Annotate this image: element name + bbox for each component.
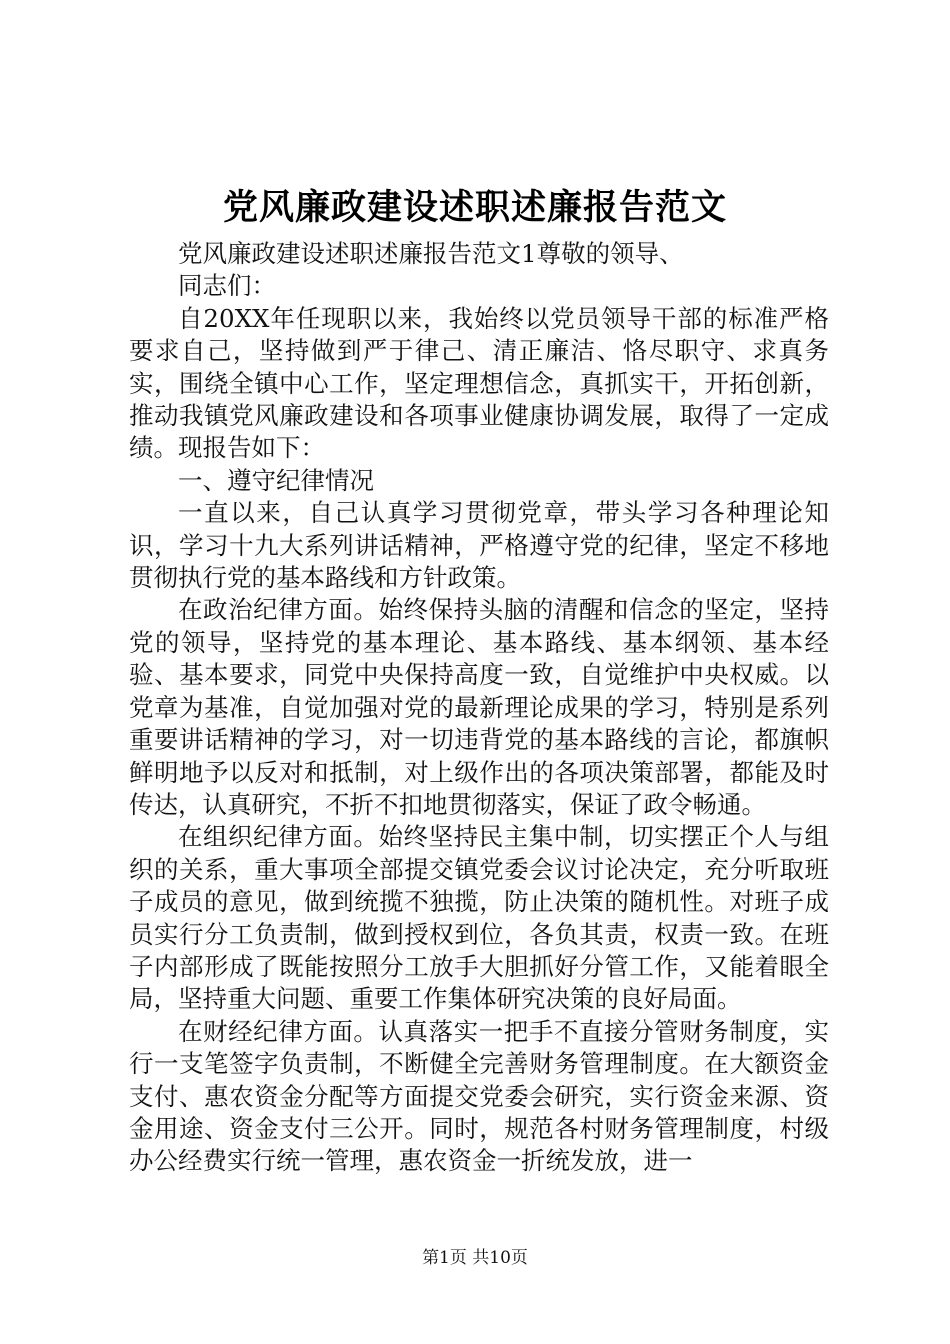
document-title: 党风廉政建设述职述廉报告范文	[222, 187, 727, 228]
page-number: 第1页 共10页	[422, 1248, 528, 1268]
paragraph-organizational: 在组织纪律方面。始终坚持民主集中制，切实摆正个人与组织的关系，重大事项全部提交镇党委会议讨论决定，充分听取班子成员的意见，做到统揽不独揽，防止决策的随机性。对班子成员实行分工负责制，做到授权到位，各负其责，权责一致。在班子内部形成了既能按照分工放手大胆抓好分管工作，又能着眼全局，坚持重大问题、重要工作集体研究决策的良好局面。	[129, 822, 829, 1014]
section-heading: 一、遵守纪律情况	[178, 465, 374, 495]
paragraph-salutation-cont: 同志们：	[178, 271, 276, 301]
paragraph-intro: 自20XX年任现职以来，我始终以党员领导干部的标准严格要求自己，坚持做到严于律己、清正廉洁、恪尽职守、求真务实，围绕全镇中心工作，坚定理想信念，真抓实干，开拓创新，推动我镇党风廉政建设和各项事业健康协调发展，取得了一定成绩。现报告如下：	[129, 303, 829, 463]
paragraph-financial: 在财经纪律方面。认真落实一把手不直接分管财务制度，实行一支笔签字负责制，不断健全完善财务管理制度。在大额资金支付、惠农资金分配等方面提交党委会研究，实行资金来源、资金用途、资金支付三公开。同时，规范各村财务管理制度，村级办公经费实行统一管理，惠农资金一折统发放，进一	[129, 1016, 829, 1176]
paragraph-overview: 一直以来，自己认真学习贯彻党章，带头学习各种理论知识，学习十九大系列讲话精神，严格遵守党的纪律，坚定不移地贯彻执行党的基本路线和方针政策。	[129, 498, 829, 593]
paragraph-political: 在政治纪律方面。始终保持头脑的清醒和信念的坚定，坚持党的领导，坚持党的基本理论、基本路线、基本纲领、基本经验、基本要求，同党中央保持高度一致，自觉维护中央权威。以党章为基准，自觉加强对党的最新理论成果的学习，特别是系列重要讲话精神的学习，对一切违背党的基本路线的言论，都旗帜鲜明地予以反对和抵制，对上级作出的各项决策部署，都能及时传达，认真研究，不折不扣地贯彻落实，保证了政令畅通。	[129, 595, 829, 819]
paragraph-salutation: 党风廉政建设述职述廉报告范文1尊敬的领导、	[178, 239, 684, 268]
document-body	[129, 238, 829, 1178]
